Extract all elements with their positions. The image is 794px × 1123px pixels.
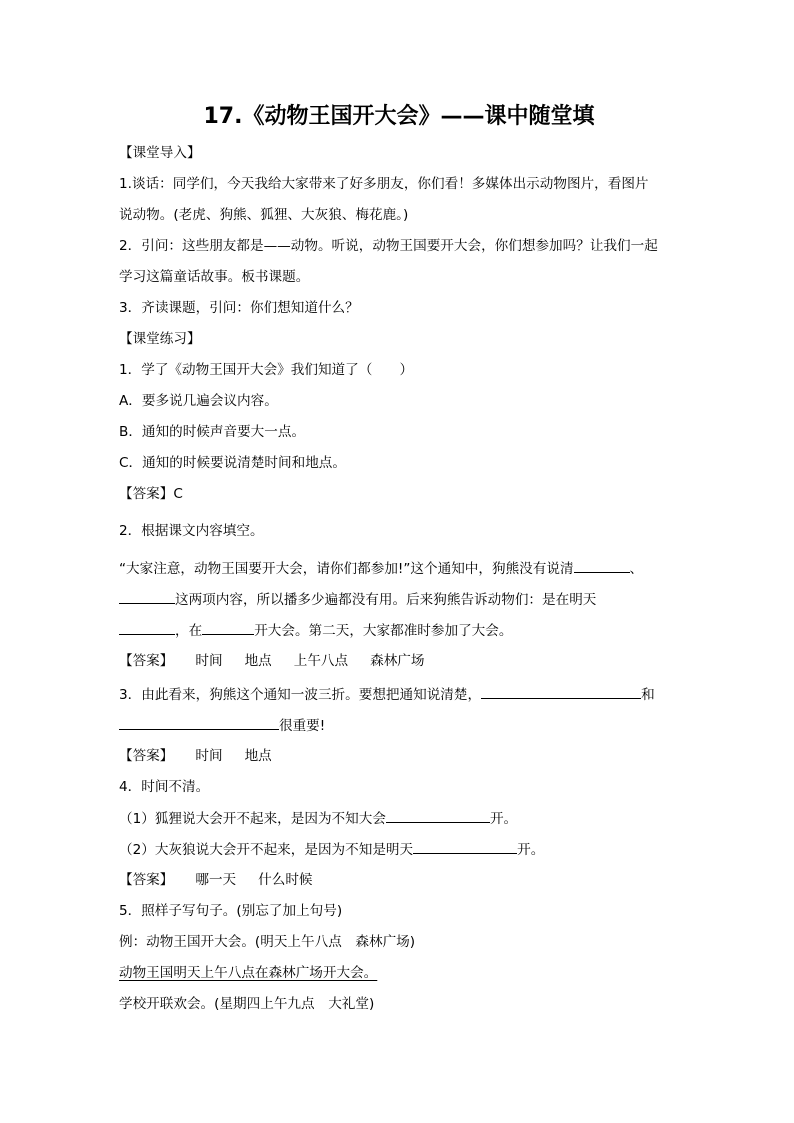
- q2-text-line-2: [119, 589, 679, 610]
- q2-text-line-1: [119, 558, 679, 579]
- q2-answer: [119, 651, 679, 671]
- q4-sub-2: [119, 839, 679, 860]
- q4-sub-1: [119, 808, 679, 829]
- q4-blank-1[interactable]: [386, 808, 490, 823]
- q3-blank-1[interactable]: [481, 684, 641, 699]
- q5-example: 例：动物王国开大会。(明天上午八点 森林广场): [119, 934, 416, 950]
- q2-text-1-end: 、: [629, 561, 644, 577]
- q4-sub-1-text: （1）狐狸说大会开不起来，是因为不知大会: [119, 811, 386, 827]
- q3-answer-2: 地点: [244, 748, 272, 764]
- q4-blank-2[interactable]: [413, 839, 517, 854]
- q5-task: 学校开联欢会。(星期四上午九点 大礼堂): [119, 996, 375, 1012]
- q3-line-2-end: 很重要!: [279, 718, 326, 734]
- q2-answer-2: 地点: [244, 653, 272, 669]
- intro-item-3: 3．齐读课题，引问：你们想知道什么？: [119, 300, 359, 316]
- q4-sub-2-end: 开。: [517, 842, 545, 858]
- q3-stem-end: 和: [641, 687, 655, 703]
- q2-answer-3: 上午八点: [293, 653, 349, 669]
- q4-sub-2-text: （2）大灰狼说大会开不起来，是因为不知是明天: [119, 842, 414, 858]
- q2-answer-1: 时间: [195, 653, 223, 669]
- q2-text-1: “大家注意，动物王国要开大会，请你们都参加!”这个通知中，狗熊没有说清: [119, 561, 574, 577]
- q4-sub-1-end: 开。: [489, 811, 518, 827]
- q1-option-c: C．通知的时候要说清楚时间和地点。: [119, 455, 346, 471]
- q1-option-a: A．要多说几遍会议内容。: [119, 393, 278, 409]
- q2-blank-3[interactable]: [119, 620, 175, 635]
- q2-text-2: 这两项内容，所以播多少遍都没有用。后来狗熊告诉动物们：是在明天: [175, 592, 597, 608]
- q2-text-3-mid: ，在: [175, 623, 203, 639]
- section-heading-practice: 【课堂练习】: [119, 331, 201, 347]
- q1-stem: 1．学了《动物王国开大会》我们知道了（ ）: [119, 362, 414, 378]
- section-heading-intro: 【课堂导入】: [119, 145, 201, 161]
- q4-answer-label: 【答案】: [119, 872, 174, 888]
- q5-example-answer-line: [119, 963, 679, 983]
- intro-item-2-line-1: 2．引问：这些朋友都是——动物。听说，动物王国要开大会，你们想参加吗？让我们一起: [119, 238, 658, 254]
- q2-text-line-3: [119, 620, 679, 641]
- q3-blank-2[interactable]: [119, 715, 279, 730]
- q2-blank-1[interactable]: [574, 558, 630, 573]
- q2-blank-4[interactable]: [202, 620, 254, 635]
- q1-option-b: B．通知的时候声音要大一点。: [119, 424, 306, 440]
- q3-stem-line: [119, 684, 679, 705]
- page-title: 17.《动物王国开大会》——课中随堂填: [203, 104, 595, 129]
- intro-item-1-line-1: 1.谈话：同学们，今天我给大家带来了好多朋友，你们看！多媒体出示动物图片，看图片: [119, 176, 649, 192]
- q3-answer-label: 【答案】: [119, 748, 174, 764]
- q3-answer-1: 时间: [195, 748, 223, 764]
- q1-answer: 【答案】C: [119, 486, 183, 502]
- q4-stem: 4．时间不清。: [119, 779, 210, 795]
- q5-stem: 5．照样子写句子。(别忘了加上句号): [119, 903, 343, 919]
- q2-stem: 2．根据课文内容填空。: [119, 523, 264, 539]
- intro-item-1-line-2: 说动物。(老虎、狗熊、狐狸、大灰狼、梅花鹿。): [119, 207, 409, 223]
- q4-answer-1: 哪一天: [195, 872, 237, 888]
- q2-blank-2[interactable]: [119, 589, 175, 604]
- q3-stem: 3．由此看来，狗熊这个通知一波三折。要想把通知说清楚，: [119, 687, 482, 703]
- q5-example-answer: 动物王国明天上午八点在森林广场开大会。: [119, 965, 378, 981]
- q4-answer-2: 什么时候: [258, 872, 313, 888]
- q3-line-2: [119, 715, 679, 736]
- q2-answer-label: 【答案】: [119, 653, 174, 669]
- q3-answer: [119, 746, 679, 766]
- q2-answer-4: 森林广场: [370, 653, 425, 669]
- q4-answer: [119, 870, 679, 890]
- intro-item-2-line-2: 学习这篇童话故事。板书课题。: [119, 269, 310, 285]
- q2-text-3-end: 开大会。第二天，大家都准时参加了大会。: [254, 623, 513, 639]
